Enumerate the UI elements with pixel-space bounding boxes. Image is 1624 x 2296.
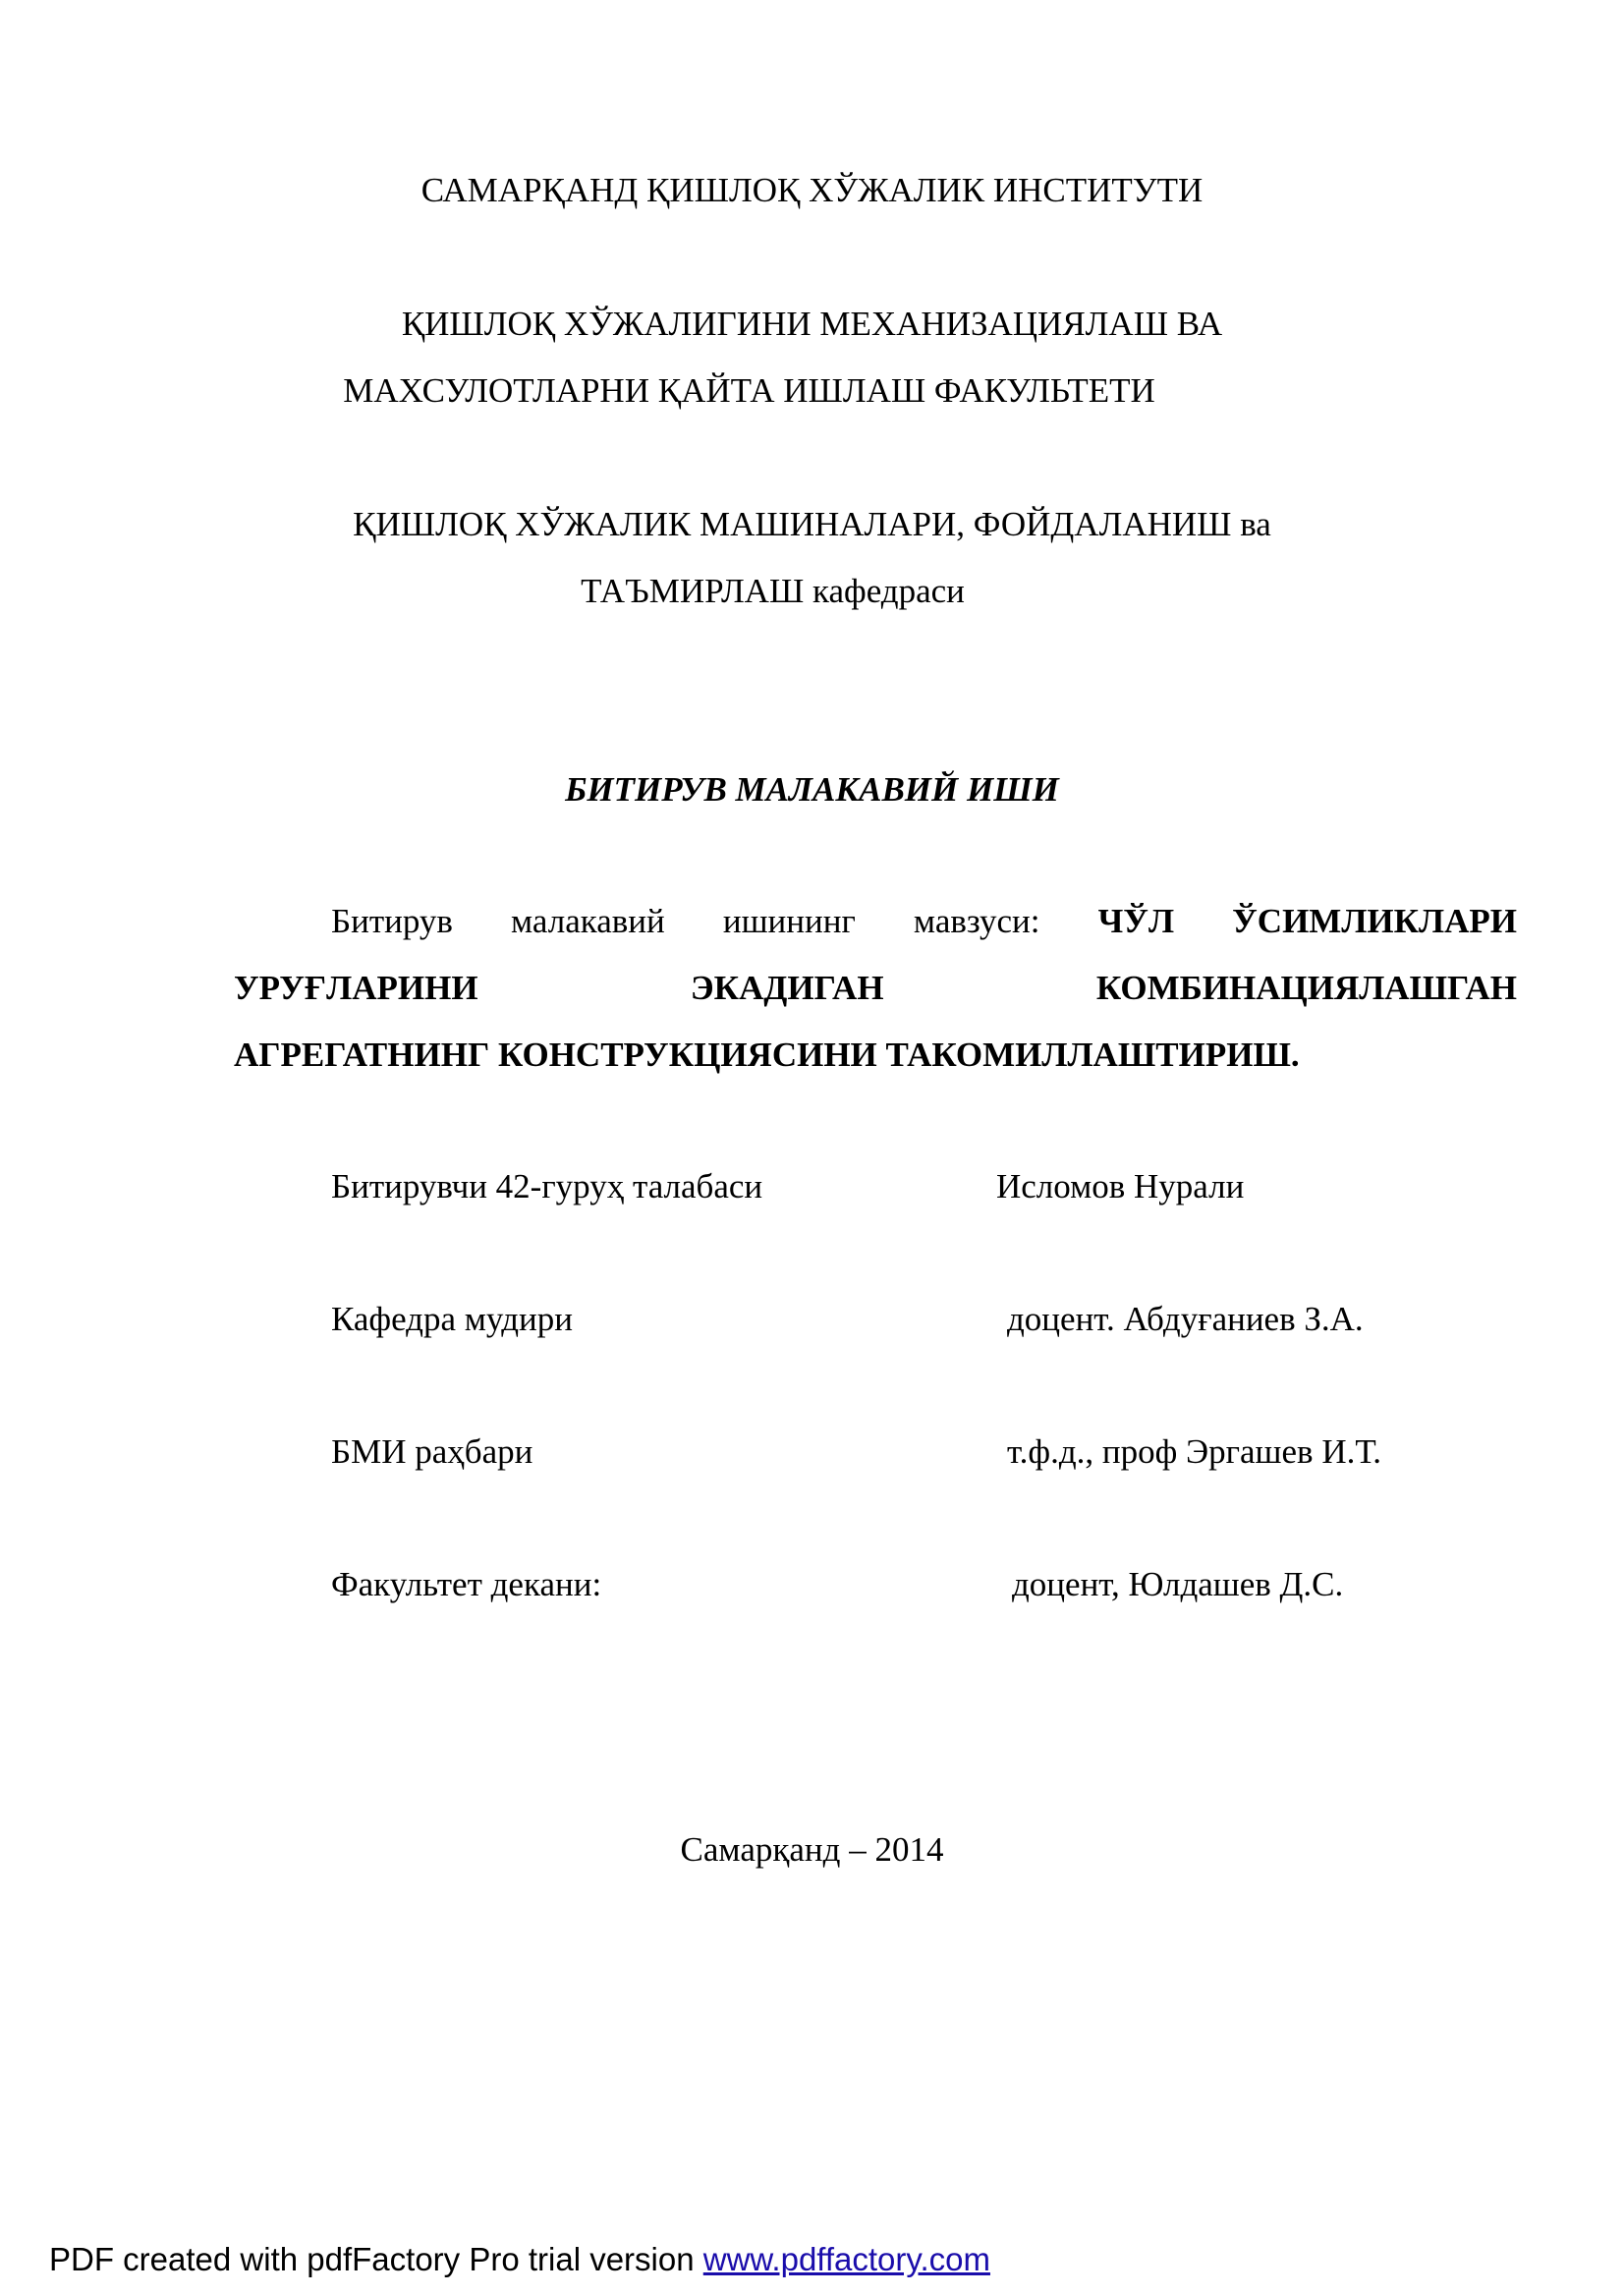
topic-word: мавзуси: <box>913 902 1040 940</box>
student-label: Битирувчи 42-гуруҳ талабаси <box>331 1167 763 1205</box>
topic-word-bold: КОМБИНАЦИЯЛАШГАН <box>1095 969 1517 1007</box>
head-of-department-label: Кафедра мудири <box>331 1300 573 1338</box>
department-name-line1: ҚИШЛОҚ ХЎЖАЛИК МАШИНАЛАРИ, ФОЙДАЛАНИШ ва <box>353 505 1271 543</box>
head-of-department-name: доцент. Абдуғаниев З.А. <box>1007 1300 1364 1338</box>
supervisor-label: БМИ раҳбари <box>331 1432 533 1471</box>
city-year: Самарқанд – 2014 <box>680 1830 944 1869</box>
topic-line-2 <box>234 967 1517 1010</box>
topic-word: ишининг <box>722 902 856 940</box>
topic-word-bold: ЧЎЛ <box>1097 902 1175 940</box>
topic-line-1 <box>331 900 1517 943</box>
supervisor-name: т.ф.д., проф Эргашев И.Т. <box>1007 1432 1381 1471</box>
watermark-link[interactable]: www.pdffactory.com <box>702 2241 990 2277</box>
institute-name: САМАРҚАНД ҚИШЛОҚ ХЎЖАЛИК ИНСТИТУТИ <box>420 171 1204 209</box>
topic-word-bold: УРУҒЛАРИНИ <box>234 969 478 1007</box>
work-type-title: БИТИРУВ МАЛАКАВИЙ ИШИ <box>565 770 1059 809</box>
topic-word: Битирув <box>331 902 453 940</box>
topic-word-bold: ЎСИМЛИКЛАРИ <box>1232 902 1517 940</box>
faculty-name-line2: МАХСУЛОТЛАРНИ ҚАЙТА ИШЛАШ ФАКУЛЬТЕТИ <box>343 371 1155 410</box>
watermark-text: PDF created with pdfFactory Pro trial version <box>49 2241 703 2277</box>
faculty-name-line1: ҚИШЛОҚ ХЎЖАЛИГИНИ МЕХАНИЗАЦИЯЛАШ ВА <box>401 305 1223 343</box>
dean-name: доцент, Юлдашев Д.С. <box>1012 1565 1344 1603</box>
dean-label: Факультет декани: <box>331 1565 602 1603</box>
student-name: Исломов Нурали <box>996 1167 1245 1205</box>
topic-word: малакавий <box>511 902 665 940</box>
pdf-watermark <box>49 2240 990 2279</box>
topic-word-bold: ЭКАДИГАН <box>690 969 884 1007</box>
topic-line-3: АГРЕГАТНИНГ КОНСТРУКЦИЯСИНИ ТАКОМИЛЛАШТИРИШ. <box>234 1036 1300 1074</box>
department-name-line2: ТАЪМИРЛАШ кафедраси <box>581 572 965 610</box>
